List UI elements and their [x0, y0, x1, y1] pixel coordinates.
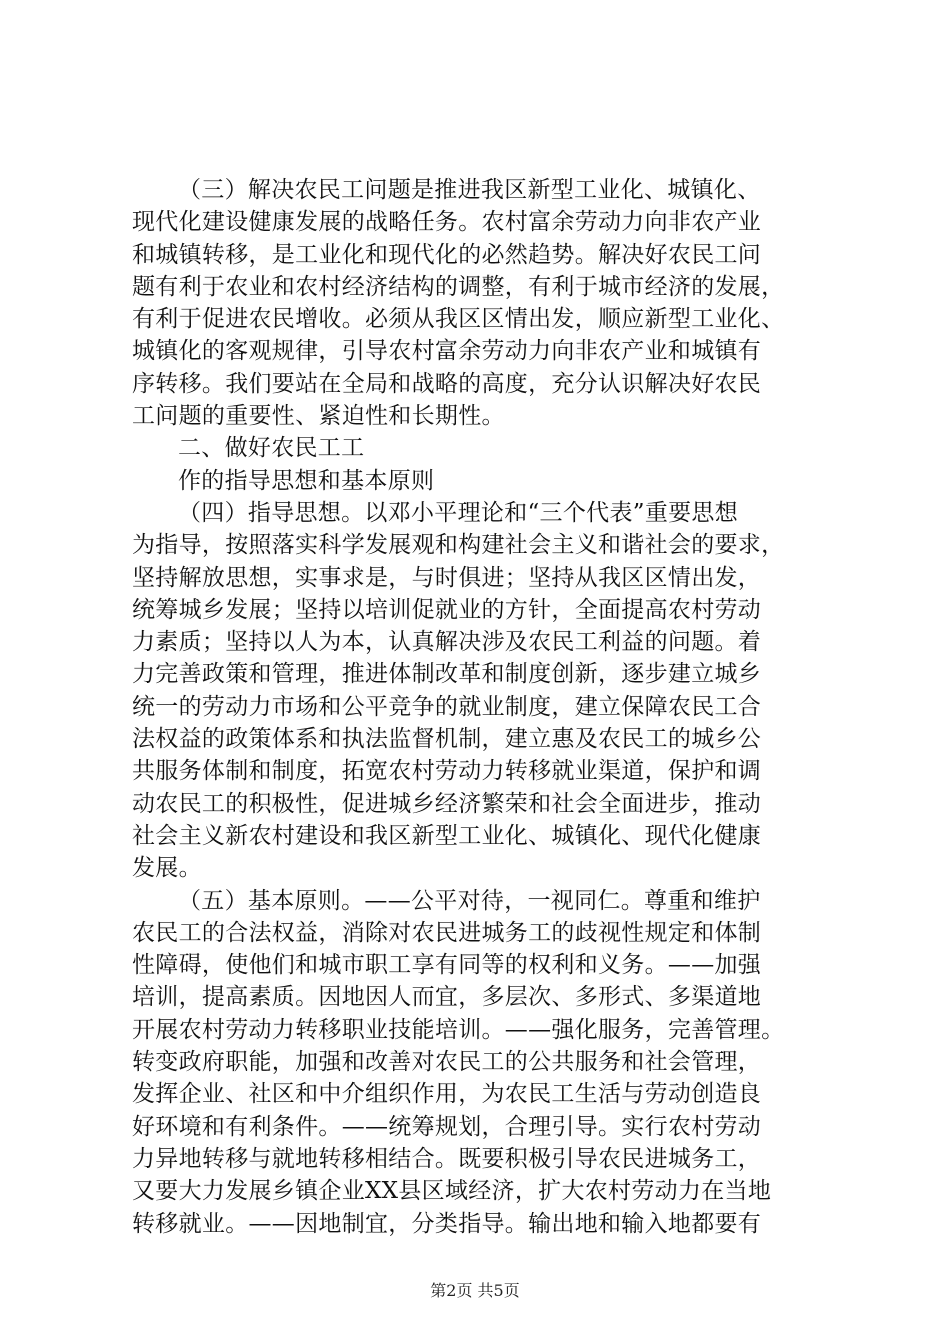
- text-line: 作的指导思想和基本原则: [178, 467, 435, 494]
- text-line: 统一的劳动力市场和公平竞争的就业制度，建立保障农民工合: [132, 693, 762, 720]
- text-line: 题有利于农业和农村经济结构的调整，有利于城市经济的发展，: [132, 273, 785, 300]
- text-line: （五）基本原则。——公平对待，一视同仁。尊重和维护: [178, 887, 761, 914]
- text-line: 城镇化的客观规律，引导农村富余劳动力向非农产业和城镇有: [132, 338, 762, 365]
- text-line: 好环境和有利条件。——统筹规划，合理引导。实行农村劳动: [132, 1113, 762, 1140]
- text-line: 发展。: [132, 855, 202, 882]
- text-line: 力异地转移与就地转移相结合。既要积极引导农民进城务工，: [132, 1145, 762, 1172]
- text-line: 坚持解放思想，实事求是，与时俱进；坚持从我区区情出发，: [132, 564, 762, 591]
- text-line: 培训，提高素质。因地因人而宜，多层次、多形式、多渠道地: [132, 984, 762, 1011]
- text-line: 力完善政策和管理，推进体制改革和制度创新，逐步建立城乡: [132, 661, 762, 688]
- text-line: 开展农村劳动力转移职业技能培训。——强化服务，完善管理。: [132, 1016, 785, 1043]
- text-line: 和城镇转移，是工业化和现代化的必然趋势。解决好农民工问: [132, 241, 762, 268]
- text-line: 农民工的合法权益，消除对农民进城务工的歧视性规定和体制: [132, 919, 762, 946]
- text-line: 统筹城乡发展；坚持以培训促就业的方针，全面提高农村劳动: [132, 596, 762, 623]
- text-line: 工问题的重要性、紧迫性和长期性。: [132, 403, 505, 430]
- text-line: 社会主义新农村建设和我区新型工业化、城镇化、现代化健康: [132, 822, 762, 849]
- text-line: （四）指导思想。以邓小平理论和“三个代表”重要思想: [178, 499, 739, 526]
- page-footer: 第2页 共5页: [430, 1281, 520, 1300]
- text-line: 转移就业。——因地制宜，分类指导。输出地和输入地都要有: [132, 1210, 762, 1237]
- text-line: 发挥企业、社区和中介组织作用，为农民工生活与劳动创造良: [132, 1081, 762, 1108]
- text-line: 又要大力发展乡镇企业XX县区域经济，扩大农村劳动力在当地: [132, 1178, 772, 1205]
- text-line: 力素质；坚持以人为本，认真解决涉及农民工利益的问题。着: [132, 629, 762, 656]
- text-line: 现代化建设健康发展的战略任务。农村富余劳动力向非农产业: [132, 209, 762, 236]
- text-line: 有利于促进农民增收。必须从我区区情出发，顺应新型工业化、: [132, 306, 785, 333]
- text-line: 动农民工的积极性，促进城乡经济繁荣和社会全面进步，推动: [132, 790, 762, 817]
- text-line: 序转移。我们要站在全局和战略的高度，充分认识解决好农民: [132, 370, 762, 397]
- document-body: [132, 174, 832, 1240]
- text-line: 法权益的政策体系和执法监督机制，建立惠及农民工的城乡公: [132, 726, 762, 753]
- text-line: 共服务体制和制度，拓宽农村劳动力转移就业渠道，保护和调: [132, 758, 762, 785]
- text-line: 转变政府职能，加强和改善对农民工的公共服务和社会管理，: [132, 1049, 762, 1076]
- text-line: 为指导，按照落实科学发展观和构建社会主义和谐社会的要求，: [132, 532, 785, 559]
- text-line: 性障碍，使他们和城市职工享有同等的权利和义务。——加强: [132, 952, 762, 979]
- text-line: （三）解决农民工问题是推进我区新型工业化、城镇化、: [178, 177, 761, 203]
- text-line: 二、做好农民工工: [178, 435, 365, 462]
